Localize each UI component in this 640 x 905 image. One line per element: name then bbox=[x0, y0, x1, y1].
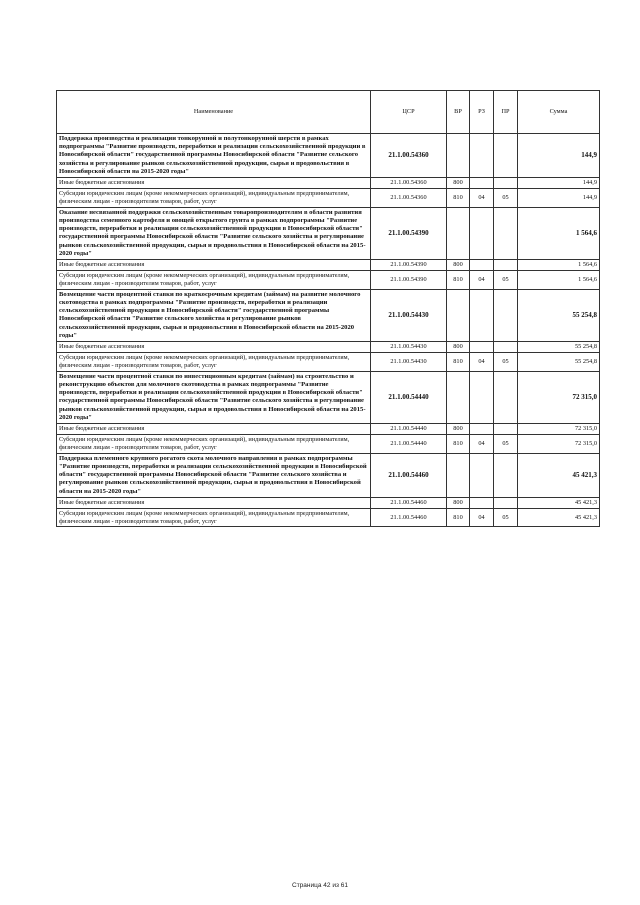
cell-rz bbox=[470, 371, 494, 423]
cell-sum: 72 315,0 bbox=[518, 434, 600, 453]
cell-vr bbox=[447, 289, 470, 341]
cell-pr bbox=[494, 260, 518, 271]
table-row bbox=[57, 189, 600, 208]
cell-vr bbox=[447, 371, 470, 423]
cell-name: Поддержка производства и реализации тонкорунной и полутонкорунной шерсти в рамках подпрограммы "Развитие производств, переработки и реализации сельскохозяйственной продукции в Новосибирской области" государственной программы Новосибирской области "Развитие сельского хозяйства и регулирование рынков сельскохозяйственной продукции, сырья и продовольствия в Новосибирской области на 2015-2020 годы" bbox=[57, 134, 371, 178]
table-body bbox=[57, 134, 600, 527]
table-row-program bbox=[57, 207, 600, 259]
table-row bbox=[57, 260, 600, 271]
table-row-program bbox=[57, 371, 600, 423]
document-page bbox=[56, 90, 599, 527]
table-row-program bbox=[57, 453, 600, 497]
cell-csr: 21.1.00.54440 bbox=[371, 424, 447, 435]
cell-sum: 144,9 bbox=[518, 189, 600, 208]
cell-vr bbox=[447, 134, 470, 178]
cell-vr: 800 bbox=[447, 260, 470, 271]
table-row-program bbox=[57, 289, 600, 341]
cell-rz bbox=[470, 342, 494, 353]
cell-csr: 21.1.00.54390 bbox=[371, 207, 447, 259]
cell-sum: 45 421,3 bbox=[518, 508, 600, 527]
cell-sum: 55 254,8 bbox=[518, 289, 600, 341]
table-header-row bbox=[57, 91, 600, 134]
cell-rz bbox=[470, 289, 494, 341]
cell-pr: 05 bbox=[494, 434, 518, 453]
cell-rz: 04 bbox=[470, 434, 494, 453]
cell-pr: 05 bbox=[494, 271, 518, 290]
cell-sum: 45 421,3 bbox=[518, 497, 600, 508]
cell-pr: 05 bbox=[494, 189, 518, 208]
cell-name: Оказание несвязанной поддержки сельскохозяйственным товаропроизводителям в области развития производства семенного картофеля и овощей открытого грунта в рамках подпрограммы "Развитие производств, переработки и реализации сельскохозяйственной продукции в Новосибирской области" государственной программы Новосибирской области "Развитие сельского хозяйства и регулирование рынков сельскохозяйственной продукции, сырья и продовольствия в Новосибирской области на 2015-2020 годы" bbox=[57, 207, 371, 259]
cell-pr: 05 bbox=[494, 508, 518, 527]
header-csr: ЦСР bbox=[371, 91, 447, 134]
table-row bbox=[57, 178, 600, 189]
cell-sum: 1 564,6 bbox=[518, 207, 600, 259]
cell-vr: 800 bbox=[447, 424, 470, 435]
cell-name: Иные бюджетные ассигнования bbox=[57, 178, 371, 189]
table-row bbox=[57, 271, 600, 290]
cell-vr: 810 bbox=[447, 271, 470, 290]
cell-name: Иные бюджетные ассигнования bbox=[57, 342, 371, 353]
table-row bbox=[57, 424, 600, 435]
cell-csr: 21.1.00.54390 bbox=[371, 260, 447, 271]
cell-rz bbox=[470, 424, 494, 435]
cell-vr: 810 bbox=[447, 508, 470, 527]
cell-sum: 55 254,8 bbox=[518, 353, 600, 372]
cell-sum: 1 564,6 bbox=[518, 271, 600, 290]
cell-rz: 04 bbox=[470, 508, 494, 527]
cell-sum: 72 315,0 bbox=[518, 371, 600, 423]
cell-csr: 21.1.00.54460 bbox=[371, 508, 447, 527]
budget-table bbox=[56, 90, 600, 527]
cell-name: Возмещение части процентной ставки по краткосрочным кредитам (займам) на развитие молочного скотоводства в рамках подпрограммы "Развитие производств, переработки и реализации сельскохозяйственной продукции в Новосибирской области" государственной программы Новосибирской области "Развитие сельского хозяйства и регулирование рынков сельскохозяйственной продукции, сырья и продовольствия в Новосибирской области на 2015-2020 годы" bbox=[57, 289, 371, 341]
cell-name: Субсидии юридическим лицам (кроме некоммерческих организаций), индивидуальным предпринимателям, физическим лицам - производителям товаров, работ, услуг bbox=[57, 434, 371, 453]
cell-pr bbox=[494, 134, 518, 178]
header-pr: ПР bbox=[494, 91, 518, 134]
cell-rz bbox=[470, 453, 494, 497]
cell-sum: 144,9 bbox=[518, 178, 600, 189]
cell-sum: 1 564,6 bbox=[518, 260, 600, 271]
cell-rz bbox=[470, 497, 494, 508]
page-number: Страница 42 из 61 bbox=[292, 882, 348, 889]
cell-pr bbox=[494, 342, 518, 353]
cell-vr: 800 bbox=[447, 497, 470, 508]
cell-pr bbox=[494, 371, 518, 423]
cell-sum: 45 421,3 bbox=[518, 453, 600, 497]
cell-vr: 800 bbox=[447, 178, 470, 189]
cell-rz: 04 bbox=[470, 271, 494, 290]
cell-name: Иные бюджетные ассигнования bbox=[57, 424, 371, 435]
cell-csr: 21.1.00.54440 bbox=[371, 371, 447, 423]
cell-csr: 21.1.00.54430 bbox=[371, 289, 447, 341]
cell-pr bbox=[494, 497, 518, 508]
header-rz: РЗ bbox=[470, 91, 494, 134]
cell-pr bbox=[494, 207, 518, 259]
cell-name: Субсидии юридическим лицам (кроме некоммерческих организаций), индивидуальным предпринимателям, физическим лицам - производителям товаров, работ, услуг bbox=[57, 271, 371, 290]
table-row bbox=[57, 508, 600, 527]
cell-csr: 21.1.00.54430 bbox=[371, 353, 447, 372]
cell-name: Субсидии юридическим лицам (кроме некоммерческих организаций), индивидуальным предпринимателям, физическим лицам - производителям товаров, работ, услуг bbox=[57, 508, 371, 527]
cell-rz bbox=[470, 207, 494, 259]
cell-vr: 810 bbox=[447, 353, 470, 372]
table-row-program bbox=[57, 134, 600, 178]
cell-csr: 21.1.00.54360 bbox=[371, 134, 447, 178]
cell-csr: 21.1.00.54390 bbox=[371, 271, 447, 290]
cell-sum: 144,9 bbox=[518, 134, 600, 178]
table-row bbox=[57, 434, 600, 453]
cell-pr bbox=[494, 424, 518, 435]
cell-rz: 04 bbox=[470, 189, 494, 208]
cell-csr: 21.1.00.54360 bbox=[371, 178, 447, 189]
cell-pr bbox=[494, 178, 518, 189]
cell-csr: 21.1.00.54460 bbox=[371, 497, 447, 508]
cell-csr: 21.1.00.54430 bbox=[371, 342, 447, 353]
cell-csr: 21.1.00.54360 bbox=[371, 189, 447, 208]
header-vr: ВР bbox=[447, 91, 470, 134]
cell-vr: 810 bbox=[447, 189, 470, 208]
cell-sum: 55 254,8 bbox=[518, 342, 600, 353]
cell-sum: 72 315,0 bbox=[518, 424, 600, 435]
cell-rz bbox=[470, 178, 494, 189]
cell-csr: 21.1.00.54440 bbox=[371, 434, 447, 453]
cell-csr: 21.1.00.54460 bbox=[371, 453, 447, 497]
cell-pr: 05 bbox=[494, 353, 518, 372]
cell-rz bbox=[470, 260, 494, 271]
table-row bbox=[57, 342, 600, 353]
header-name: Наименование bbox=[57, 91, 371, 134]
cell-vr bbox=[447, 207, 470, 259]
cell-rz: 04 bbox=[470, 353, 494, 372]
cell-pr bbox=[494, 289, 518, 341]
cell-name: Иные бюджетные ассигнования bbox=[57, 260, 371, 271]
cell-name: Субсидии юридическим лицам (кроме некоммерческих организаций), индивидуальным предпринимателям, физическим лицам - производителям товаров, работ, услуг bbox=[57, 189, 371, 208]
cell-name: Поддержка племенного крупного рогатого скота молочного направления в рамках подпрограммы "Развитие производств, переработки и реализации сельскохозяйственной продукции в Новосибирской области" государственной программы Новосибирской области "Развитие сельского хозяйства и регулирование рынков сельскохозяйственной продукции, сырья и продовольствия в Новосибирской области на 2015-2020 годы" bbox=[57, 453, 371, 497]
table-row bbox=[57, 497, 600, 508]
header-sum: Сумма bbox=[518, 91, 600, 134]
cell-rz bbox=[470, 134, 494, 178]
cell-vr: 800 bbox=[447, 342, 470, 353]
table-row bbox=[57, 353, 600, 372]
cell-name: Иные бюджетные ассигнования bbox=[57, 497, 371, 508]
cell-pr bbox=[494, 453, 518, 497]
cell-name: Субсидии юридическим лицам (кроме некоммерческих организаций), индивидуальным предпринимателям, физическим лицам - производителям товаров, работ, услуг bbox=[57, 353, 371, 372]
cell-name: Возмещение части процентной ставки по инвестиционным кредитам (займам) на строительство и реконструкцию объектов для молочного скотоводства в рамках подпрограммы "Развитие производств, переработки и реализации сельскохозяйственной продукции в Новосибирской области" государственной программы Новосибирской области "Развитие сельского хозяйства и регулирование рынков сельскохозяйственной продукции, сырья и продовольствия в Новосибирской области на 2015-2020 годы" bbox=[57, 371, 371, 423]
cell-vr bbox=[447, 453, 470, 497]
cell-vr: 810 bbox=[447, 434, 470, 453]
